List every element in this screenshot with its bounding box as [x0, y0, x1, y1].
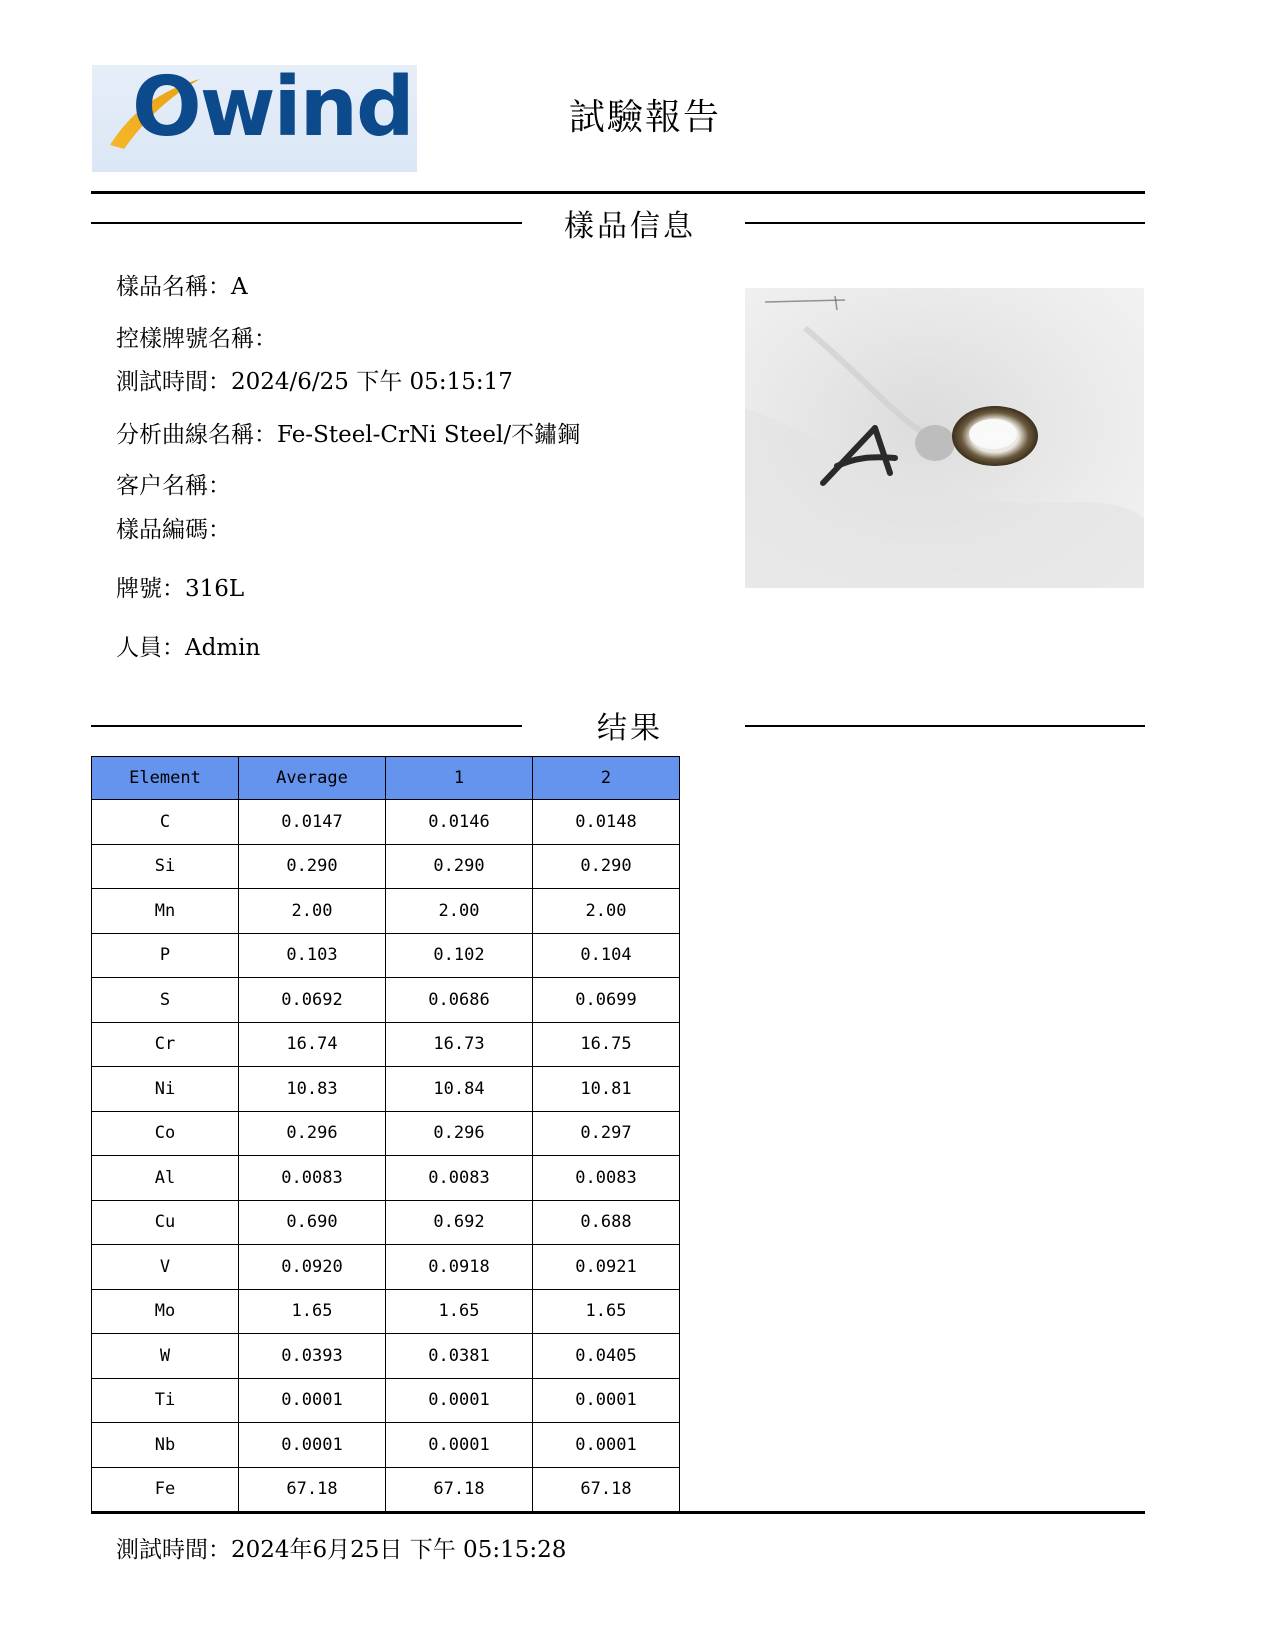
run-1-cell: 0.0686	[386, 978, 533, 1023]
section-rule-left	[91, 725, 522, 727]
logo-wordmark: Owind	[132, 65, 413, 155]
run-1-cell: 67.18	[386, 1467, 533, 1512]
field-value: 316L	[185, 576, 245, 602]
results-section-title: 结果	[597, 711, 663, 746]
run-1-cell: 0.296	[386, 1111, 533, 1156]
average-cell: 2.00	[239, 889, 386, 934]
run-1-cell: 0.290	[386, 844, 533, 889]
element-cell: Co	[92, 1111, 239, 1156]
element-cell: Cu	[92, 1200, 239, 1245]
element-cell: Cr	[92, 1022, 239, 1067]
element-cell: P	[92, 933, 239, 978]
run-2-cell: 10.81	[533, 1067, 680, 1112]
field-label: 客户名稱：	[116, 473, 231, 499]
element-cell: Ti	[92, 1378, 239, 1423]
table-row	[92, 889, 680, 934]
table-row	[92, 978, 680, 1023]
customer-name-field	[116, 475, 231, 498]
field-label: 控樣牌號名稱：	[116, 326, 277, 352]
run-1-cell: 10.84	[386, 1067, 533, 1112]
element-cell: Mo	[92, 1289, 239, 1334]
table-row	[92, 1467, 680, 1512]
column-header: 2	[533, 757, 680, 800]
table-row	[92, 1423, 680, 1468]
table-row	[92, 800, 680, 845]
run-1-cell: 0.0083	[386, 1156, 533, 1201]
run-1-cell: 0.0001	[386, 1423, 533, 1468]
field-value: Fe-Steel-CrNi Steel/不鏽鋼	[277, 422, 581, 448]
average-cell: 67.18	[239, 1467, 386, 1512]
element-cell: Ni	[92, 1067, 239, 1112]
table-header-row	[92, 757, 680, 800]
table-row	[92, 1111, 680, 1156]
field-label: 牌號：	[116, 576, 185, 602]
element-cell: Al	[92, 1156, 239, 1201]
average-cell: 0.0083	[239, 1156, 386, 1201]
run-2-cell: 1.65	[533, 1289, 680, 1334]
run-2-cell: 0.688	[533, 1200, 680, 1245]
run-1-cell: 0.0146	[386, 800, 533, 845]
run-1-cell: 16.73	[386, 1022, 533, 1067]
element-cell: Si	[92, 844, 239, 889]
run-2-cell: 2.00	[533, 889, 680, 934]
element-cell: S	[92, 978, 239, 1023]
page-title: 試驗報告	[568, 97, 721, 138]
run-2-cell: 67.18	[533, 1467, 680, 1512]
average-cell: 1.65	[239, 1289, 386, 1334]
table-row	[92, 1200, 680, 1245]
sample-code-field	[116, 519, 231, 542]
run-2-cell: 0.104	[533, 933, 680, 978]
table-row	[92, 1156, 680, 1201]
field-value: Admin	[185, 635, 261, 661]
footer-label: 測試時間：	[116, 1537, 231, 1563]
table-row	[92, 1378, 680, 1423]
results-table	[91, 756, 680, 1512]
column-header: Average	[239, 757, 386, 800]
test-time-field	[116, 371, 513, 394]
table-row	[92, 1067, 680, 1112]
average-cell: 10.83	[239, 1067, 386, 1112]
sample-section-title: 樣品信息	[564, 209, 696, 244]
grade-field	[116, 578, 244, 601]
field-label: 樣品編碼：	[116, 517, 231, 543]
operator-field	[116, 637, 260, 660]
table-row	[92, 1245, 680, 1290]
average-cell: 16.74	[239, 1022, 386, 1067]
field-label: 測試時間：	[116, 369, 231, 395]
field-label: 分析曲線名稱：	[116, 422, 277, 448]
element-cell: Nb	[92, 1423, 239, 1468]
run-2-cell: 0.0921	[533, 1245, 680, 1290]
average-cell: 0.296	[239, 1111, 386, 1156]
run-1-cell: 0.0381	[386, 1334, 533, 1379]
company-logo	[92, 65, 417, 172]
average-cell: 0.290	[239, 844, 386, 889]
section-rule-right	[745, 222, 1145, 224]
run-2-cell: 0.297	[533, 1111, 680, 1156]
field-label: 人員：	[116, 635, 185, 661]
section-rule-left	[91, 222, 522, 224]
run-2-cell: 16.75	[533, 1022, 680, 1067]
run-2-cell: 0.0148	[533, 800, 680, 845]
element-cell: V	[92, 1245, 239, 1290]
average-cell: 0.690	[239, 1200, 386, 1245]
run-1-cell: 0.0918	[386, 1245, 533, 1290]
field-value: A	[231, 274, 248, 300]
element-cell: W	[92, 1334, 239, 1379]
element-cell: C	[92, 800, 239, 845]
run-1-cell: 1.65	[386, 1289, 533, 1334]
footer-value: 2024年6月25日 下午 05:15:28	[231, 1537, 567, 1563]
average-cell: 0.0001	[239, 1423, 386, 1468]
table-row	[92, 1022, 680, 1067]
element-cell: Mn	[92, 889, 239, 934]
run-1-cell: 0.0001	[386, 1378, 533, 1423]
average-cell: 0.0393	[239, 1334, 386, 1379]
run-1-cell: 0.692	[386, 1200, 533, 1245]
average-cell: 0.0920	[239, 1245, 386, 1290]
sample-photo	[745, 288, 1144, 588]
run-2-cell: 0.0083	[533, 1156, 680, 1201]
average-cell: 0.0692	[239, 978, 386, 1023]
run-1-cell: 0.102	[386, 933, 533, 978]
table-row	[92, 844, 680, 889]
run-2-cell: 0.0405	[533, 1334, 680, 1379]
table-row	[92, 1289, 680, 1334]
field-label: 樣品名稱：	[116, 274, 231, 300]
average-cell: 0.103	[239, 933, 386, 978]
run-1-cell: 2.00	[386, 889, 533, 934]
average-cell: 0.0147	[239, 800, 386, 845]
run-2-cell: 0.0001	[533, 1423, 680, 1468]
sample-name-field	[116, 276, 248, 299]
table-row	[92, 933, 680, 978]
run-2-cell: 0.290	[533, 844, 680, 889]
run-2-cell: 0.0001	[533, 1378, 680, 1423]
column-header: Element	[92, 757, 239, 800]
column-header: 1	[386, 757, 533, 800]
section-rule-right	[745, 725, 1145, 727]
header-divider	[91, 191, 1145, 194]
control-grade-field	[116, 328, 277, 351]
analysis-curve-field	[116, 424, 580, 447]
footer-test-time	[116, 1539, 566, 1562]
footer-divider	[91, 1511, 1145, 1514]
table-row	[92, 1334, 680, 1379]
field-value: 2024/6/25 下午 05:15:17	[231, 369, 513, 395]
run-2-cell: 0.0699	[533, 978, 680, 1023]
average-cell: 0.0001	[239, 1378, 386, 1423]
element-cell: Fe	[92, 1467, 239, 1512]
